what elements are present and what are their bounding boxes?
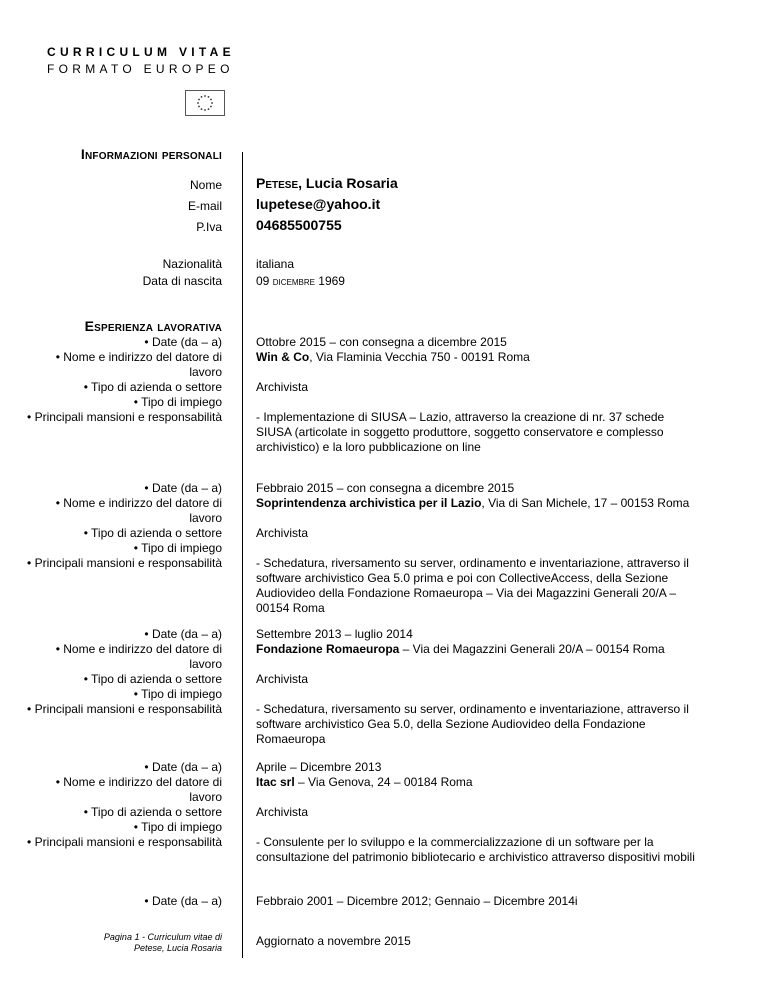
nationality-value: italiana bbox=[256, 257, 295, 271]
entry-employer-label: • Nome e indirizzo del datore di lavoro bbox=[55, 642, 222, 671]
birthdate-value bbox=[256, 274, 345, 289]
cv-subtitle: FORMATO EUROPEO bbox=[47, 62, 234, 76]
employer-name: Soprintendenza archivistica per il Lazio bbox=[256, 496, 482, 510]
entry-sector-label: • Tipo di azienda o settore bbox=[83, 526, 222, 540]
updated-note: Aggiornato a novembre 2015 bbox=[256, 934, 411, 948]
page-number: 1 bbox=[134, 932, 140, 942]
entry-employer-label: • Nome e indirizzo del datore di lavoro bbox=[55, 496, 222, 525]
birth-month: dicembre bbox=[272, 274, 315, 288]
entry-duties-label: • Principali mansioni e responsabilità bbox=[27, 702, 222, 716]
employer-address: , Via Flaminia Vecchia 750 - 00191 Roma bbox=[309, 350, 530, 364]
birth-year: 1969 bbox=[318, 274, 345, 288]
entry-employer-label: • Nome e indirizzo del datore di lavoro bbox=[55, 350, 222, 379]
entry-employer bbox=[256, 350, 701, 365]
entry-date: Settembre 2013 – luglio 2014 bbox=[256, 627, 413, 641]
employer-name: Fondazione Romaeuropa bbox=[256, 642, 400, 656]
footer-line-1: Pagina 1 - Curriculum vitae di bbox=[103, 932, 222, 942]
entry-duties: - Schedatura, riversamento su server, ordinamento e inventariazione, attraverso il software archivistico Gea 5.0, della Sezione Audiovideo della Fondazione Romaeuropa bbox=[256, 702, 689, 746]
footer-line-2: Petese, Lucia Rosaria bbox=[133, 943, 222, 953]
entry-job-label: • Tipo di impiego bbox=[133, 541, 222, 555]
entry-sector: Archivista bbox=[256, 526, 309, 540]
entry-sector: Archivista bbox=[256, 672, 309, 686]
entry-duties: - Consulente per lo sviluppo e la commercializzazione di un software per la consultazione del patrimonio bibliotecario e archivistico attraverso dispositivi mobili bbox=[256, 835, 695, 864]
entry-date-label: • Date (da – a) bbox=[144, 760, 222, 774]
entry-employer-label: • Nome e indirizzo del datore di lavoro bbox=[55, 775, 222, 804]
entry-employer bbox=[256, 496, 701, 511]
entry-sector: Archivista bbox=[256, 805, 309, 819]
given-name: , Lucia Rosaria bbox=[298, 175, 398, 191]
entry-duties: - Schedatura, riversamento su server, ordinamento e inventariazione, attraverso il software archivistico Gea 5.0 prima e poi con CollectiveAccess, della Sezione Audiovideo della Fondazione Romaeuropa – Via dei Magazzini Generali 20/A – 00154 Roma bbox=[256, 556, 689, 615]
entry-job-label: • Tipo di impiego bbox=[133, 395, 222, 409]
entry-duties-label: • Principali mansioni e responsabilità bbox=[27, 835, 222, 849]
cv-title: CURRICULUM VITAE bbox=[47, 45, 235, 59]
entry-date-label: • Date (da – a) bbox=[144, 335, 222, 349]
entry-date: Aprile – Dicembre 2013 bbox=[256, 760, 382, 774]
eu-flag-icon bbox=[185, 90, 225, 116]
birthdate-label: Data di nascita bbox=[142, 274, 222, 288]
entry-date: Febbraio 2015 – con consegna a dicembre 2015 bbox=[256, 481, 515, 495]
entry-date-label: • Date (da – a) bbox=[144, 481, 222, 495]
email-value: lupetese@yahoo.it bbox=[256, 196, 381, 212]
name-value bbox=[256, 176, 398, 191]
page-footer bbox=[104, 932, 222, 954]
entry-employer bbox=[256, 642, 701, 657]
entry-date: Febbraio 2001 – Dicembre 2012; Gennaio – Dicembre 2014i bbox=[256, 894, 578, 908]
column-divider bbox=[242, 152, 243, 958]
employer-name: Itac srl bbox=[256, 775, 295, 789]
personal-info-heading: Informazioni personali bbox=[80, 146, 222, 162]
employer-address: , Via di San Michele, 17 – 00153 Roma bbox=[481, 496, 690, 510]
employer-address: – Via Genova, 24 – 00184 Roma bbox=[294, 775, 473, 789]
employer-name: Win & Co bbox=[256, 350, 310, 364]
entry-duties-label: • Principali mansioni e responsabilità bbox=[27, 410, 222, 424]
piva-value: 04685500755 bbox=[256, 217, 342, 233]
nationality-label: Nazionalità bbox=[162, 257, 222, 271]
entry-duties-label: • Principali mansioni e responsabilità bbox=[27, 556, 222, 570]
entry-employer bbox=[256, 775, 701, 790]
entry-date-label: • Date (da – a) bbox=[144, 894, 222, 908]
surname: Petese bbox=[256, 175, 299, 191]
entry-sector: Archivista bbox=[256, 380, 309, 394]
experience-heading: Esperienza lavorativa bbox=[84, 318, 222, 334]
entry-sector-label: • Tipo di azienda o settore bbox=[83, 380, 222, 394]
entry-sector-label: • Tipo di azienda o settore bbox=[83, 672, 222, 686]
email-label: E-mail bbox=[187, 199, 222, 213]
employer-address: – Via dei Magazzini Generali 20/A – 00154 Roma bbox=[399, 642, 665, 656]
name-label: Nome bbox=[189, 178, 222, 192]
entry-job-label: • Tipo di impiego bbox=[133, 820, 222, 834]
entry-duties: - Implementazione di SIUSA – Lazio, attraverso la creazione di nr. 37 schede SIUSA (articolate in soggetto produttore, soggetto conservatore e complesso archivistico) e la loro pubblicazione on line bbox=[256, 410, 665, 454]
birth-day: 09 bbox=[256, 274, 270, 288]
entry-sector-label: • Tipo di azienda o settore bbox=[83, 805, 222, 819]
entry-job-label: • Tipo di impiego bbox=[133, 687, 222, 701]
entry-date-label: • Date (da – a) bbox=[144, 627, 222, 641]
piva-label: P.Iva bbox=[196, 220, 222, 234]
entry-date: Ottobre 2015 – con consegna a dicembre 2015 bbox=[256, 335, 507, 349]
